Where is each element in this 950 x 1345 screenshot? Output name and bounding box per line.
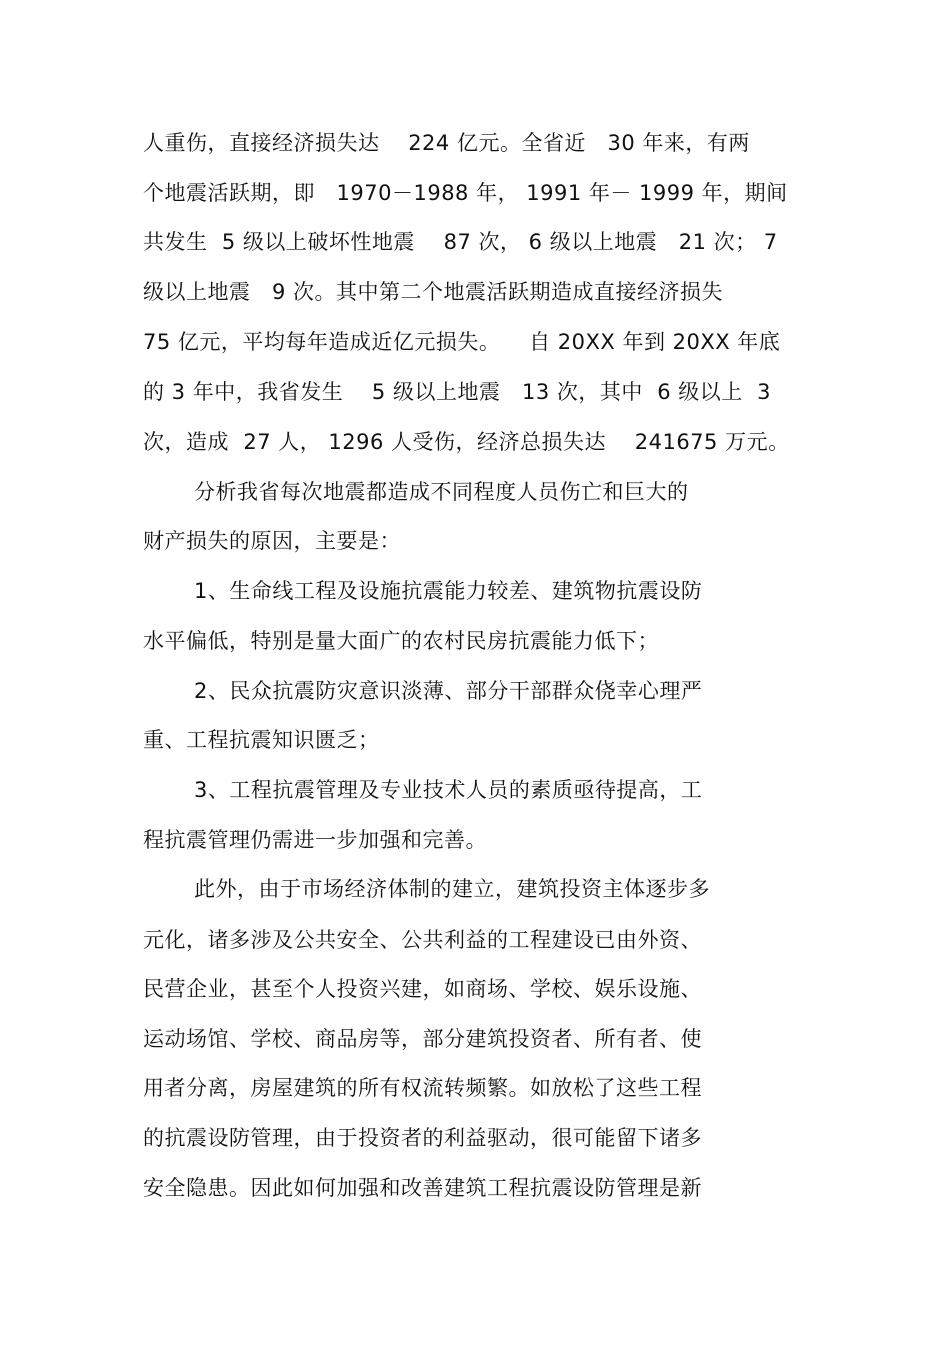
text-line: 运动场馆、学校、商品房等，部分建筑投资者、所有者、使 — [143, 1027, 702, 1051]
text-line: 次，造成 27 人， 1296 人受伤，经济总损失达 241675 万元。 — [143, 430, 790, 454]
text-line: 75 亿元，平均每年造成近亿元损失。 自 20XX 年到 20XX 年底 — [143, 330, 781, 354]
text-line: 民营企业，甚至个人投资兴建，如商场、学校、娱乐设施、 — [143, 977, 702, 1001]
text-line: 的 3 年中，我省发生 5 级以上地震 13 次，其中 6 级以上 3 — [143, 380, 771, 404]
text-line: 元化，诸多涉及公共安全、公共利益的工程建设已由外资、 — [143, 928, 702, 952]
list-item-2-line: 2、民众抗震防灾意识淡薄、部分干部群众侥幸心理严 — [194, 679, 703, 703]
text-line: 个地震活跃期，即 1970－1988 年， 1991 年－ 1999 年，期间 — [143, 181, 788, 205]
text-line: 程抗震管理仍需进一步加强和完善。 — [143, 828, 487, 852]
text-line: 用者分离，房屋建筑的所有权流转频繁。如放松了这些工程 — [143, 1076, 702, 1100]
text-line: 共发生 5 级以上破坏性地震 87 次， 6 级以上地震 21 次； 7 — [143, 230, 778, 254]
list-item-1-line: 1、生命线工程及设施抗震能力较差、建筑物抗震设防 — [194, 579, 703, 603]
text-line: 安全隐患。因此如何加强和改善建筑工程抗震设防管理是新 — [143, 1176, 702, 1200]
text-line: 的抗震设防管理，由于投资者的利益驱动，很可能留下诸多 — [143, 1126, 702, 1150]
paragraph-first-line: 分析我省每次地震都造成不同程度人员伤亡和巨大的 — [194, 480, 689, 504]
text-line: 水平偏低，特别是量大面广的农村民房抗震能力低下； — [143, 629, 659, 653]
text-line: 级以上地震 9 次。其中第二个地震活跃期造成直接经济损失 — [143, 280, 724, 304]
text-line: 人重伤，直接经济损失达 224 亿元。全省近 30 年来，有两 — [143, 131, 750, 155]
text-line: 重、工程抗震知识匮乏； — [143, 728, 380, 752]
paragraph-first-line: 此外，由于市场经济体制的建立，建筑投资主体逐步多 — [194, 877, 710, 901]
text-line: 财产损失的原因，主要是： — [143, 529, 401, 553]
list-item-3-line: 3、工程抗震管理及专业技术人员的素质亟待提高，工 — [194, 778, 703, 802]
